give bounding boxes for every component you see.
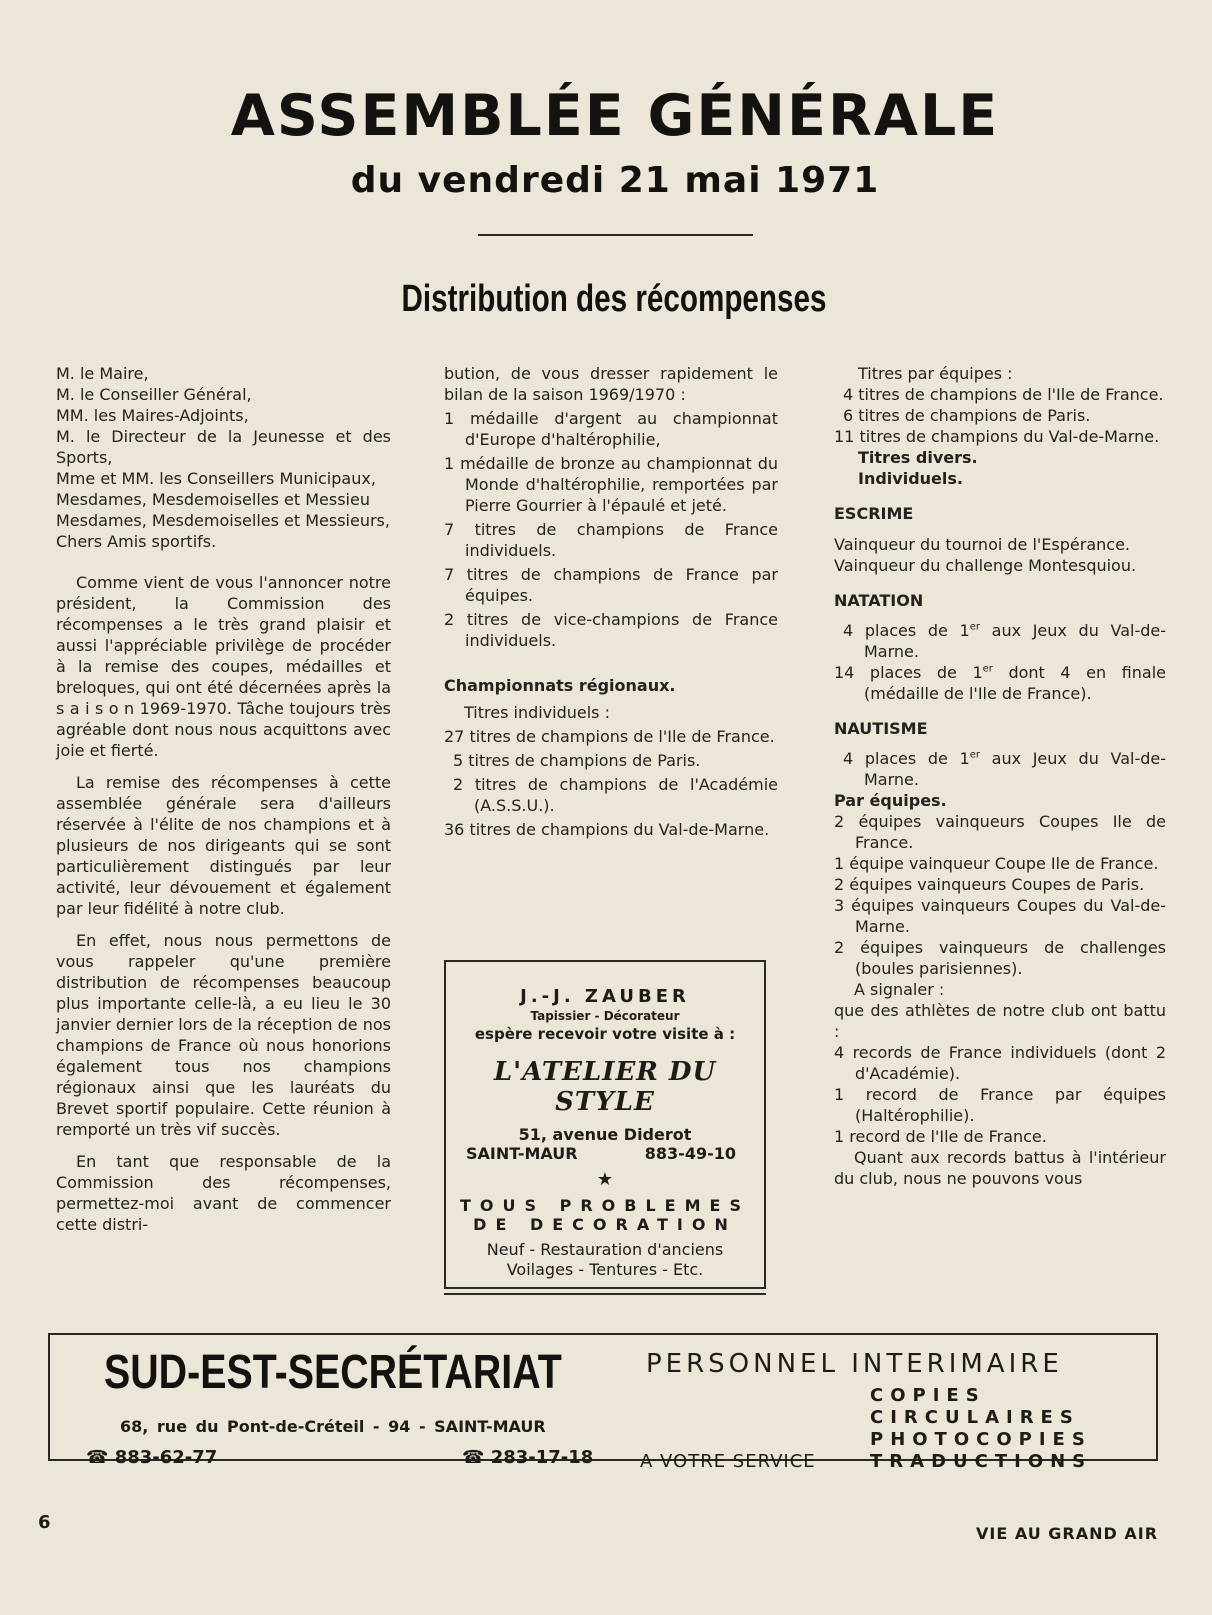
list-item: 5 titres de champions de Paris.	[453, 751, 701, 770]
secretariat-service: COPIES	[870, 1385, 986, 1406]
list-item: 6 titres de champions de Paris.	[843, 406, 1091, 425]
list-item: 4 titres de champions de l'Ile de France.	[843, 385, 1164, 404]
paragraph: A signaler :	[854, 980, 945, 999]
subheading: Titres par équipes :	[858, 364, 1013, 383]
column-3	[834, 363, 1166, 1189]
list-item: 4 places de 1er aux Jeux du Val-de-Marne.	[843, 621, 1166, 661]
salutation: Chers Amis sportifs.	[56, 532, 217, 551]
ad-services: Neuf - Restauration d'anciens	[486, 1240, 724, 1259]
secretariat-phone-1: ☎ 883-62-77	[86, 1447, 218, 1468]
paragraph: Comme vient de vous l'annoncer notre président, la Commission des récompenses a le très grand plaisir et aussi l'appréciable privilège de procéder à la remise des coupes, médailles et breloques, qui ont été décernées après la s a i s o n 1969-1970. Tâche toujours très agréable dont nous nous acquittons avec joie et fierté.	[56, 573, 391, 760]
atelier-advertisement	[444, 960, 766, 1289]
title-divider	[478, 234, 753, 236]
list-item: 27 titres de champions de l'Ile de France.	[444, 727, 775, 746]
secretariat-tagline: PERSONNEL INTERIMAIRE	[646, 1349, 1063, 1379]
telephone-icon: ☎	[86, 1447, 109, 1468]
ad-services: Voilages - Tentures - Etc.	[506, 1260, 704, 1279]
list-item: 1 médaille de bronze au championnat du Monde d'haltérophilie, remportées par Pierre Gourrier à l'épaulé et jeté.	[444, 454, 778, 515]
ad-invite: espère recevoir votre visite à :	[474, 1025, 736, 1043]
paragraph: que des athlètes de notre club ont battu :	[834, 1001, 1166, 1041]
list-item: 14 places de 1er dont 4 en finale (médaille de l'Ile de France).	[834, 663, 1166, 703]
list-item: 1 record de France par équipes (Haltérophilie).	[834, 1085, 1166, 1125]
paragraph: Quant aux records battus à l'intérieur du club, nous ne pouvons vous	[834, 1148, 1166, 1188]
secretariat-name: SUD-EST-SECRÉTARIAT	[104, 1346, 562, 1399]
column-1	[56, 363, 391, 1235]
telephone-icon: ☎	[462, 1447, 485, 1468]
secretariat-phone-2: ☎ 283-17-18	[462, 1447, 594, 1468]
secretariat-service-line: A VOTRE SERVICE	[640, 1451, 816, 1472]
ad-slogan-line: TOUS PROBLEMES	[460, 1196, 750, 1215]
list-item: 1 équipe vainqueur Coupe Ile de France.	[834, 854, 1159, 873]
list-item: Vainqueur du challenge Montesquiou.	[834, 556, 1137, 575]
list-item: 2 équipes vainqueurs Coupes Ile de France.	[834, 812, 1166, 852]
list-item: Vainqueur du tournoi de l'Espérance.	[834, 535, 1131, 554]
list-item: 2 titres de champions de l'Académie (A.S.S.U.).	[453, 775, 778, 815]
subheading: Par équipes.	[834, 791, 947, 810]
salutation: M. le Maire,	[56, 364, 149, 383]
list-item: 1 record de l'Ile de France.	[834, 1127, 1047, 1146]
salutation: Mesdames, Mesdemoiselles et Messieu	[56, 490, 370, 509]
salutation: MM. les Maires-Adjoints,	[56, 406, 249, 425]
section-title: Distribution des récompenses	[401, 278, 827, 320]
list-item: 2 équipes vainqueurs Coupes de Paris.	[834, 875, 1145, 894]
publication-name: VIE AU GRAND AIR	[976, 1524, 1159, 1543]
subheading: Titres divers.	[858, 448, 978, 467]
secretariat-service: PHOTOCOPIES	[870, 1429, 1092, 1450]
list-item: 7 titres de champions de France par équipes.	[444, 565, 778, 605]
salutation: Mme et MM. les Conseillers Municipaux,	[56, 469, 376, 488]
secretariat-service: CIRCULAIRES	[870, 1407, 1080, 1428]
secretariat-address: 68, rue du Pont-de-Créteil - 94 - SAINT-MAUR	[120, 1417, 546, 1436]
secretariat-advertisement	[48, 1333, 1158, 1472]
ad-city-phone	[446, 1144, 764, 1163]
section-heading: ESCRIME	[834, 504, 914, 523]
ad-phone: 883-49-10	[644, 1144, 736, 1163]
secretariat-service: TRADUCTIONS	[870, 1451, 1093, 1472]
paragraph: En tant que responsable de la Commission des récompenses, permettez-moi avant de commencer cette distri-	[56, 1152, 391, 1234]
list-item: 11 titres de champions du Val-de-Marne.	[834, 427, 1160, 446]
column-2	[444, 363, 778, 840]
star-icon: ★	[596, 1169, 614, 1190]
paragraph: bution, de vous dresser rapidement le bilan de la saison 1969/1970 :	[444, 364, 778, 404]
list-item: 4 places de 1er aux Jeux du Val-de-Marne.	[843, 749, 1166, 789]
paragraph: La remise des récompenses à cette assemblée générale sera d'ailleurs réservée à l'élite de nos champions et à plusieurs de nos dirigeants qui se sont particulièrement distingués par leur activité, leur dévouement et également par leur fidélité à notre club.	[56, 773, 391, 918]
list-item: 7 titres de champions de France individuels.	[444, 520, 778, 560]
list-item: 1 médaille d'argent au championnat d'Europe d'haltérophilie,	[444, 409, 778, 449]
salutation: M. le Directeur de la Jeunesse et des Sports,	[56, 427, 391, 467]
subheading: Titres individuels :	[464, 703, 610, 722]
list-item: 2 équipes vainqueurs de challenges (boules parisiennes).	[834, 938, 1166, 978]
salutation: Mesdames, Mesdemoiselles et Messieurs,	[56, 511, 390, 530]
main-title: ASSEMBLÉE GÉNÉRALE	[230, 83, 1000, 149]
list-item: 3 équipes vainqueurs Coupes du Val-de-Marne.	[834, 896, 1166, 936]
list-item: 36 titres de champions du Val-de-Marne.	[444, 820, 770, 839]
page-number: 6	[38, 1512, 51, 1533]
salutation: M. le Conseiller Général,	[56, 385, 252, 404]
section-heading: NATATION	[834, 591, 924, 610]
ad-address: 51, avenue Diderot	[518, 1125, 692, 1144]
ad-shadow-rule	[444, 1293, 766, 1295]
ad-city: SAINT-MAUR	[466, 1144, 578, 1163]
ad-owner-name: J.-J. ZAUBER	[520, 986, 690, 1007]
main-subtitle: du vendredi 21 mai 1971	[350, 160, 880, 201]
subheading: Championnats régionaux.	[444, 676, 676, 695]
ad-shop-name: L'ATELIER DU STYLE	[493, 1057, 717, 1117]
ad-slogan-line: DE DECORATION	[473, 1215, 737, 1234]
list-item: 2 titres de vice-champions de France individuels.	[444, 610, 778, 650]
list-item: 4 records de France individuels (dont 2 d'Académie).	[834, 1043, 1166, 1083]
paragraph: En effet, nous nous permettons de vous rappeler qu'une première distribution de récompenses beaucoup plus importante celle-là, a eu lieu le 30 janvier dernier lors de la réception de nos champions de France où nous honorions également tous nos champions régionaux ainsi que les lauréats du Brevet sportif populaire. Cette réunion à remporté un très vif succès.	[56, 931, 391, 1139]
subheading: Individuels.	[858, 469, 963, 488]
section-heading: NAUTISME	[834, 719, 928, 738]
ad-trade: Tapissier - Décorateur	[530, 1009, 680, 1023]
